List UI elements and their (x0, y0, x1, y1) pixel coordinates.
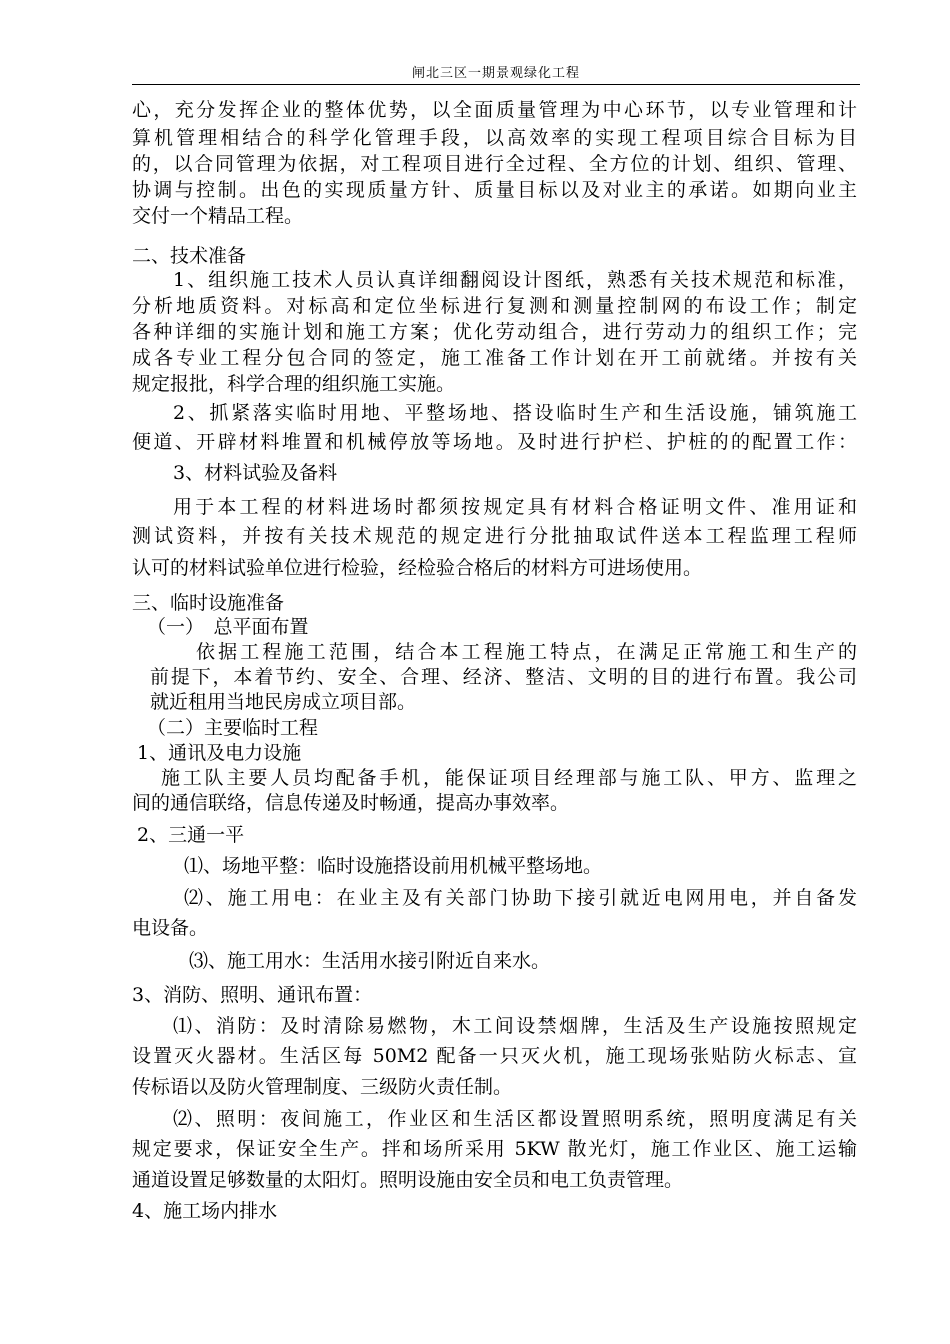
paragraph-line: ⑴、场地平整：临时设施搭设前用机械平整场地。 (184, 855, 603, 877)
paragraph-line: 便道、开辟材料堆置和机械停放等场地。及时进行护栏、护桩的的配置工作： (132, 431, 857, 453)
paragraph-line: ⑴、消防：及时清除易燃物，木工间设禁烟牌，生活及生产设施按照规定 (173, 1015, 857, 1037)
paragraph-line: 协调与控制。出色的实现质量方针、质量目标以及对业主的承诺。如期向业主 (132, 179, 857, 201)
paragraph-line: 认可的材料试验单位进行检验，经检验合格后的材料方可进场使用。 (132, 557, 703, 579)
paragraph-line: 施工队主要人员均配备手机，能保证项目经理部与施工队、甲方、监理之 (161, 767, 857, 789)
paragraph-line: 就近租用当地民房成立项目部。 (150, 691, 417, 713)
section-heading: 三、临时设施准备 (132, 592, 285, 614)
paragraph-line: 的，以合同管理为依据，对工程项目进行全过程、全方位的计划、组织、管理、 (132, 153, 857, 175)
paragraph-line: 分析地质资料。对标高和定位坐标进行复测和测量控制网的布设工作；制定 (132, 295, 857, 317)
paragraph-line: 规定要求，保证安全生产。拌和场所采用 5KW 散光灯，施工作业区、施工运输 (132, 1138, 857, 1160)
paragraph-line: 前提下，本着节约、安全、合理、经济、整洁、文明的目的进行布置。我公司 (150, 666, 857, 688)
paragraph-line: 成各专业工程分包合同的签定，施工准备工作计划在开工前就绪。并按有关 (132, 347, 857, 369)
paragraph-line: ⑶、施工用水：生活用水接引附近自来水。 (189, 950, 551, 972)
paragraph-line: 算机管理相结合的科学化管理手段，以高效率的实现工程项目综合目标为目 (132, 127, 857, 149)
paragraph-line: 2、抓紧落实临时用地、平整场地、搭设临时生产和生活设施，铺筑施工 (173, 402, 857, 424)
paragraph-line: 通道设置足够数量的太阳灯。照明设施由安全员和电工负责管理。 (132, 1169, 684, 1191)
subsection-heading: （二）主要临时工程 (147, 717, 319, 739)
paragraph-line: 心，充分发挥企业的整体优势，以全面质量管理为中心环节，以专业管理和计 (132, 99, 857, 121)
paragraph-line: 设置灭火器材。生活区每 50M2 配备一只灭火机，施工现场张贴防火标志、宣 (132, 1045, 857, 1067)
paragraph-line: 1、组织施工技术人员认真详细翻阅设计图纸，熟悉有关技术规范和标准， (173, 269, 857, 291)
subsection-heading: 4、施工场内排水 (132, 1200, 278, 1222)
paragraph-line: 传标语以及防火管理制度、三级防火责任制。 (132, 1076, 513, 1098)
subsection-heading: 3、消防、照明、通讯布置： (132, 984, 373, 1006)
subsection-heading: 1、通讯及电力设施 (137, 742, 302, 764)
paragraph-line: 间的通信联络，信息传递及时畅通，提高办事效率。 (132, 792, 570, 814)
page-header-title: 闸北三区一期景观绿化工程 (411, 66, 580, 81)
subsection-heading: 2、三通一平 (137, 824, 245, 846)
paragraph-line: 依据工程施工范围，结合本工程施工特点，在满足正常施工和生产的 (196, 641, 857, 663)
paragraph-line: 交付一个精品工程。 (132, 205, 304, 227)
subsection-heading: （一） 总平面布置 (147, 616, 309, 638)
header-divider (132, 84, 860, 85)
paragraph-line: 各种详细的实施计划和施工方案；优化劳动组合，进行劳动力的组织工作；完 (132, 321, 857, 343)
paragraph-line: 规定报批，科学合理的组织施工实施。 (132, 373, 456, 395)
paragraph-line: 测试资料，并按有关技术规范的规定进行分批抽取试件送本工程监理工程师 (132, 525, 857, 547)
subsection-heading: 3、材料试验及备料 (173, 462, 338, 484)
paragraph-line: 电设备。 (132, 917, 209, 939)
paragraph-line: ⑵、照明：夜间施工，作业区和生活区都设置照明系统，照明度满足有关 (173, 1108, 857, 1130)
section-heading: 二、技术准备 (132, 245, 247, 267)
paragraph-line: 用于本工程的材料进场时都须按规定具有材料合格证明文件、准用证和 (173, 496, 857, 518)
paragraph-line: ⑵、施工用电：在业主及有关部门协助下接引就近电网用电，并自备发 (184, 887, 857, 909)
